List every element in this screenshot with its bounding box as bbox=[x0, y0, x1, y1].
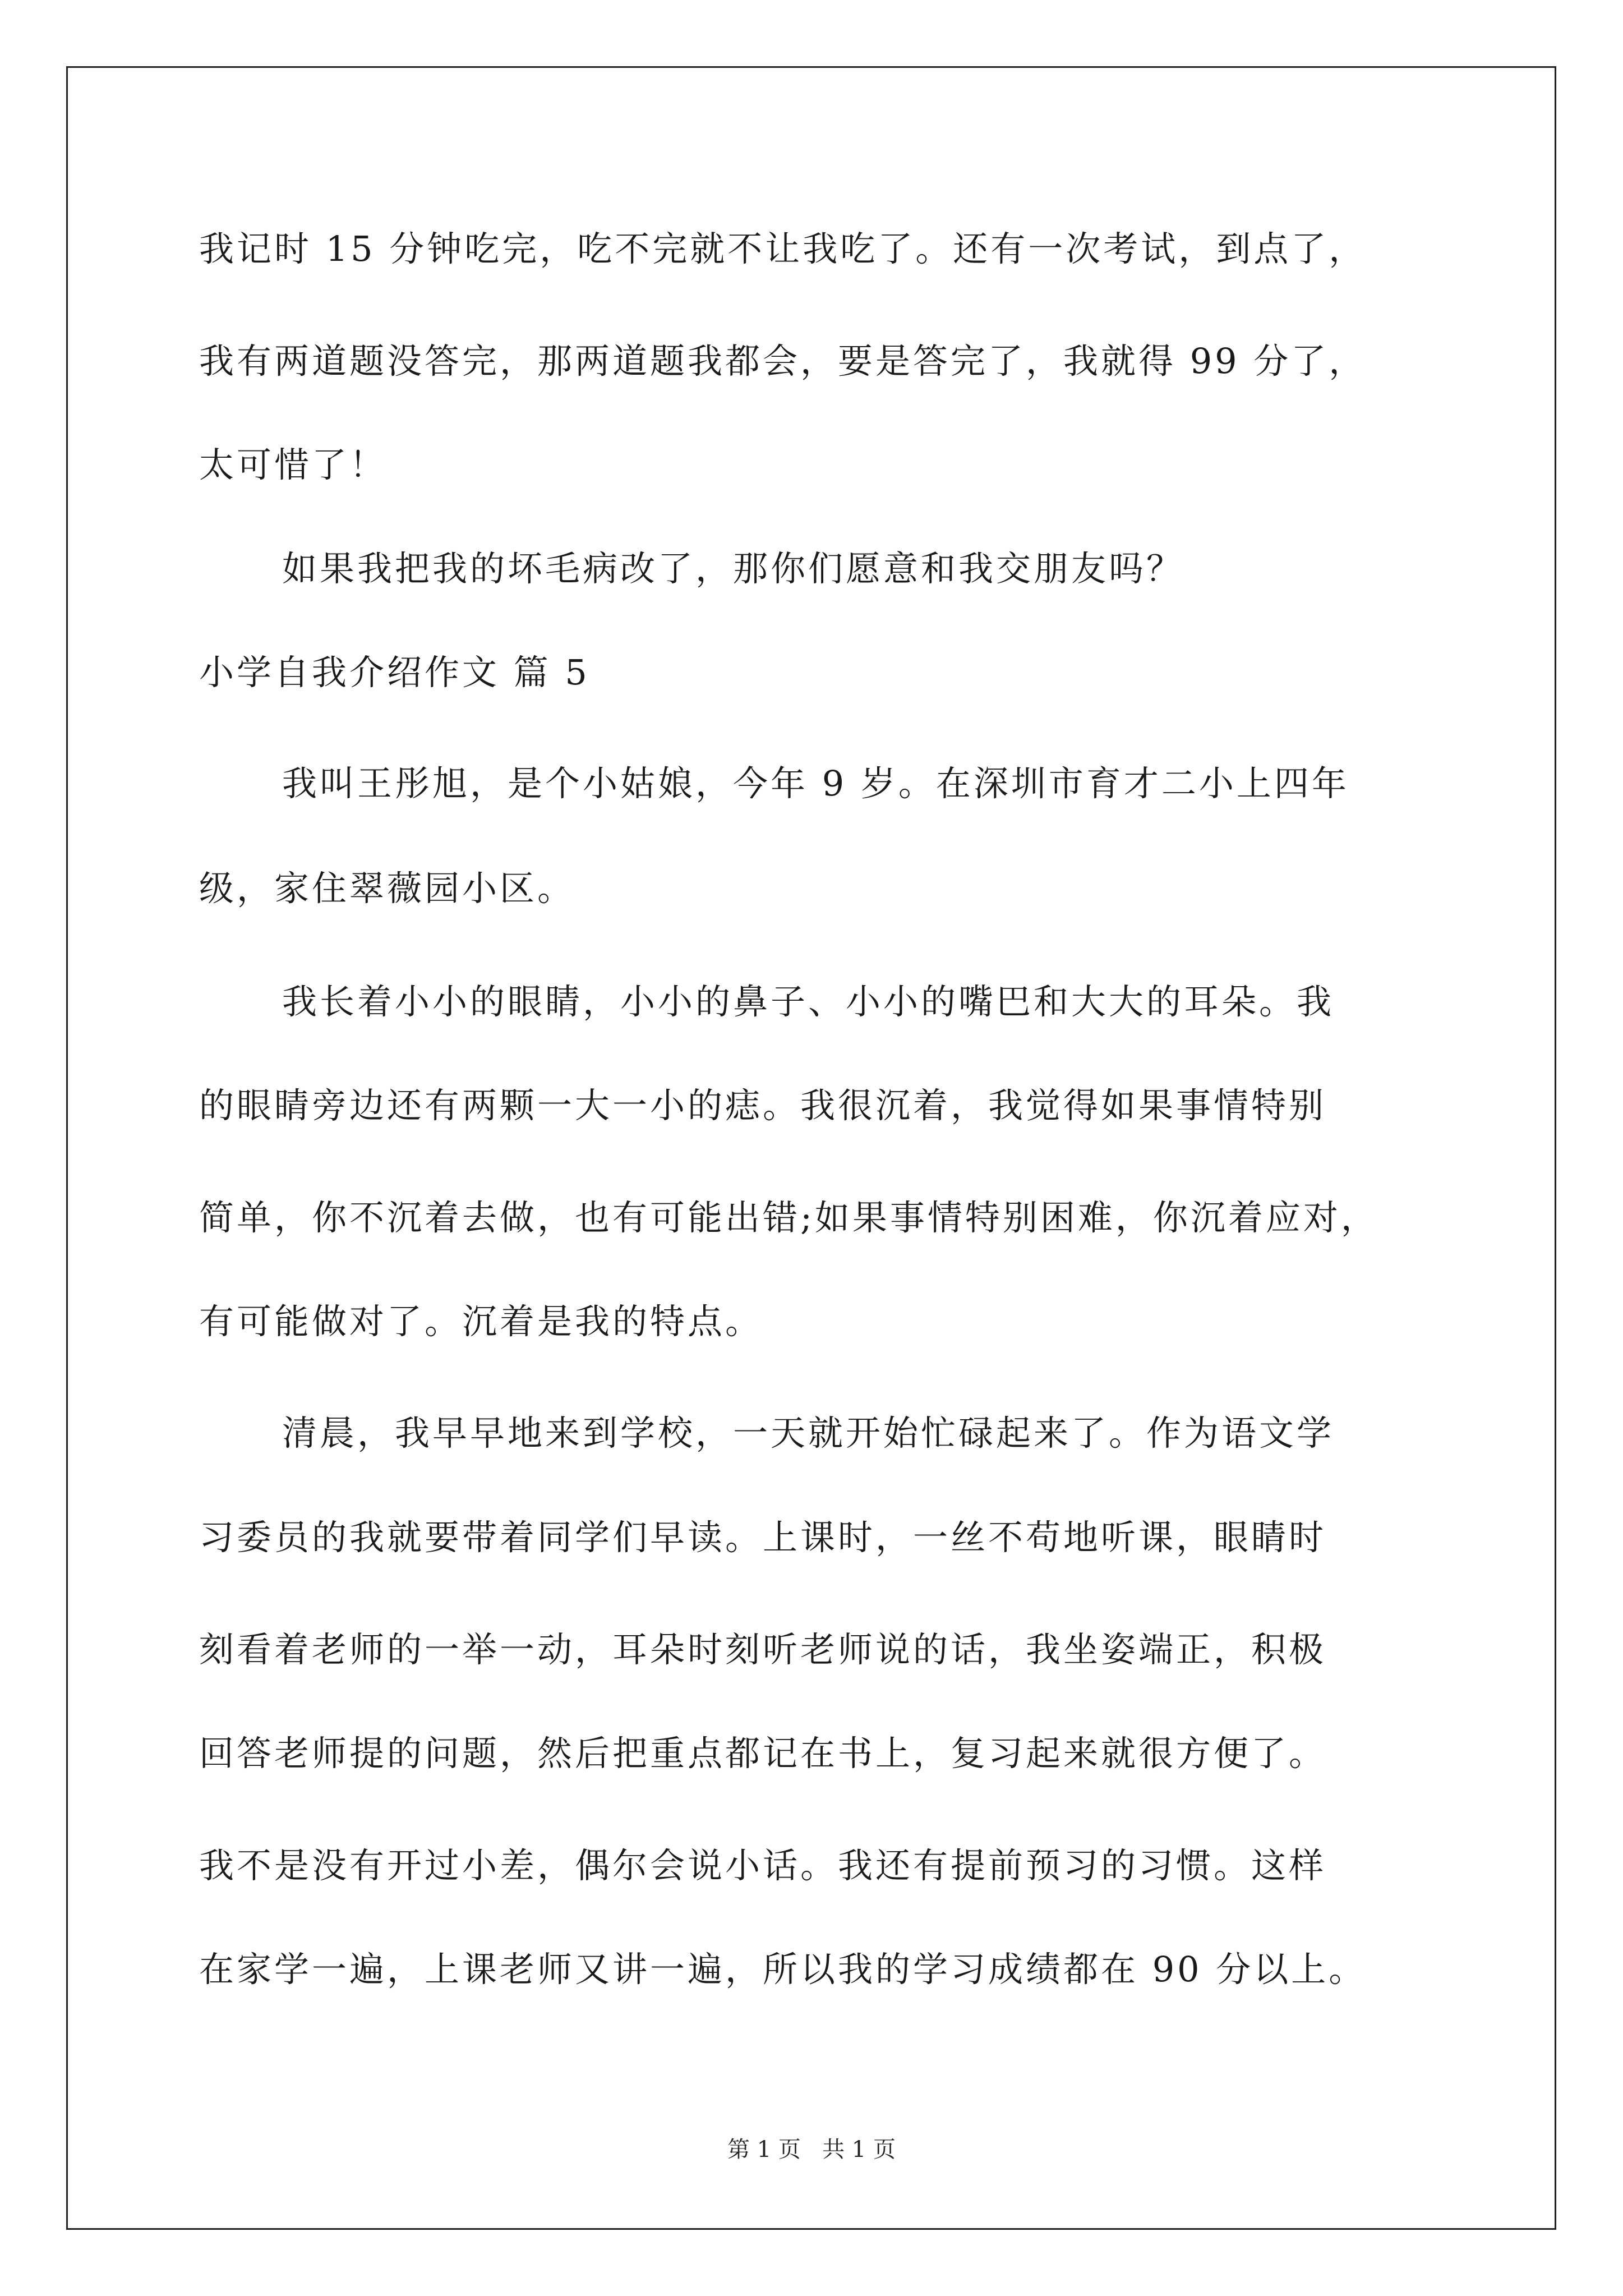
body-line: 简单，你不沉着去做，也有可能出错;如果事情特别困难，你沉着应对， bbox=[199, 1197, 1378, 1238]
document-body bbox=[199, 0, 1467, 2296]
page-footer: 第 1 页 共 1 页 bbox=[727, 2137, 896, 2162]
body-line: 在家学一遍，上课老师又讲一遍，所以我的学习成绩都在 90 分以上。 bbox=[199, 1949, 1367, 1990]
section-heading: 小学自我介绍作文 篇 5 bbox=[199, 652, 590, 693]
body-line: 的眼睛旁边还有两颗一大一小的痣。我很沉着，我觉得如果事情特别 bbox=[199, 1085, 1327, 1126]
body-line: 如果我把我的坏毛病改了，那你们愿意和我交朋友吗？ bbox=[282, 548, 1184, 589]
body-line: 我不是没有开过小差，偶尔会说小话。我还有提前预习的习惯。这样 bbox=[199, 1845, 1327, 1886]
body-line: 太可惜了！ bbox=[199, 444, 388, 485]
body-line: 习委员的我就要带着同学们早读。上课时，一丝不苟地听课，眼睛时 bbox=[199, 1517, 1327, 1558]
body-line: 我叫王彤旭，是个小姑娘，今年 9 岁。在深圳市育才二小上四年 bbox=[282, 763, 1349, 804]
body-line: 我记时 15 分钟吃完，吃不完就不让我吃了。还有一次考试，到点了， bbox=[199, 228, 1367, 269]
body-line: 清晨，我早早地来到学校，一天就开始忙碌起来了。作为语文学 bbox=[282, 1412, 1335, 1453]
body-line: 我长着小小的眼睛，小小的鼻子、小小的嘴巴和大大的耳朵。我 bbox=[282, 981, 1335, 1022]
body-line: 级，家住翠薇园小区。 bbox=[199, 868, 575, 909]
body-line: 我有两道题没答完，那两道题我都会，要是答完了，我就得 99 分了， bbox=[199, 341, 1367, 381]
body-line: 有可能做对了。沉着是我的特点。 bbox=[199, 1301, 763, 1342]
body-line: 刻看着老师的一举一动，耳朵时刻听老师说的话，我坐姿端正，积极 bbox=[199, 1629, 1327, 1670]
body-line: 回答老师提的问题，然后把重点都记在书上，复习起来就很方便了。 bbox=[199, 1733, 1327, 1774]
